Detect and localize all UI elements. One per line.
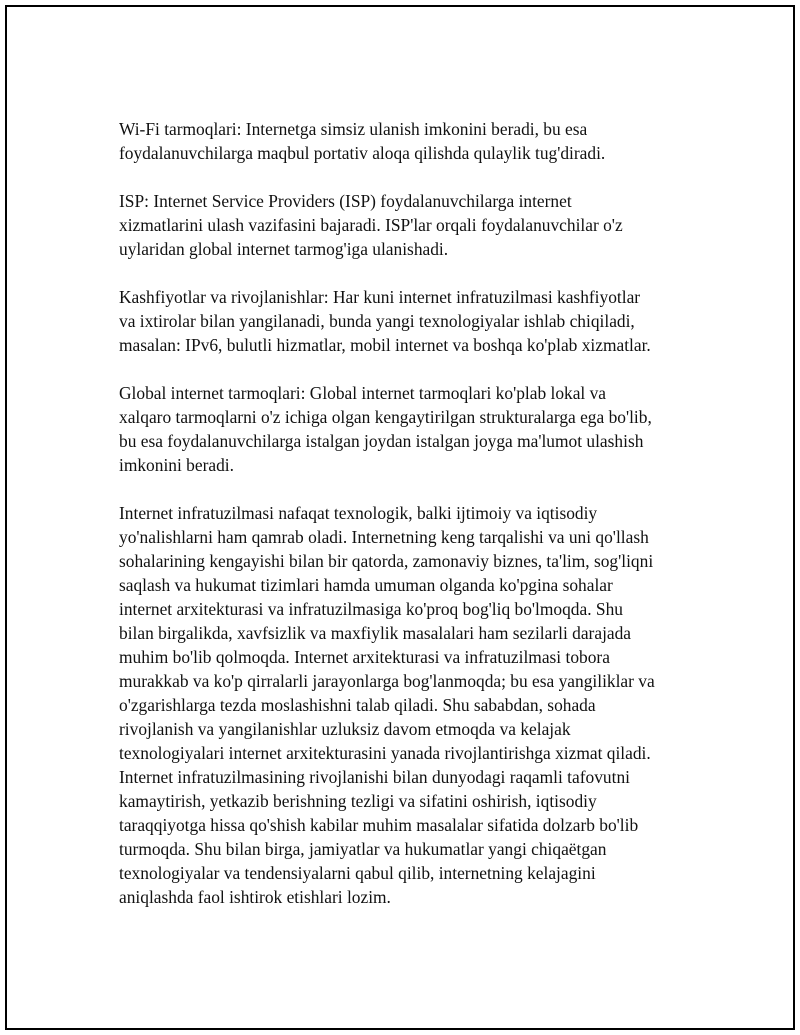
paragraph-isp: ISP: Internet Service Providers (ISP) foydalanuvchilarga internet xizmatlarini ulash vazifasini bajaradi. ISP'lar orqali foydalanuvchilar o'z uylaridan global internet tarmog'iga ulanishadi. [119, 191, 623, 259]
paragraph-discoveries: Kashfiyotlar va rivojlanishlar: Har kuni internet infratuzilmasi kashfiyotlar va ixtirolar bilan yangilanadi, bunda yangi texnologiyalar ishlab chiqiladi, masalan: IPv6, bulutli hizmatlar, mobil internet va boshqa ko'plab xizmatlar. [119, 287, 651, 355]
document-body [119, 117, 699, 909]
paragraph-global-networks: Global internet tarmoqlari: Global internet tarmoqlari ko'plab lokal va xalqaro tarmoqlarni o'z ichiga olgan kengaytirilgan strukturalarga ega bo'lib, bu esa foydalanuvchilarga istalgan joydan istalgan joyga ma'lumot ulashish imkonini beradi. [119, 383, 652, 475]
page-frame [5, 5, 795, 1030]
paragraph-infrastructure: Internet infratuzilmasi nafaqat texnologik, balki ijtimoiy va iqtisodiy yo'nalishlarni ham qamrab oladi. Internetning keng tarqalishi va uni qo'llash sohalarining kengayishi bilan bir qatorda, zamonaviy biznes, ta'lim, sog'liqni saqlash va hukumat tizimlari hamda umuman olganda ko'pgina sohalar internet arxitekturasi va infratuzilmasiga ko'proq bog'liq bo'lmoqda. Shu bilan birgalikda, xavfsizlik va maxfiylik masalalari ham sezilarli darajada muhim bo'lib qolmoqda. Internet arxitekturasi va infratuzilmasi tobora murakkab va ko'p qirralarli jarayonlarga bog'lanmoqda; bu esa yangiliklar va o'zgarishlarga tezda moslashishni talab qiladi. Shu sababdan, sohada rivojlanish va yangilanishlar uzluksiz davom etmoqda va kelajak texnologiyalari internet arxitekturasini yanada rivojlantirishga xizmat qiladi. Internet infratuzilmasining rivojlanishi bilan dunyodagi raqamli tafovutni kamaytirish, yetkazib berishning tezligi va sifatini oshirish, iqtisodiy taraqqiyotga hissa qo'shish kabilar muhim masalalar sifatida dolzarb bo'lib turmoqda. Shu bilan birga, jamiyatlar va hukumatlar yangi chiqaëtgan texnologiyalar va tendensiyalarni qabul qilib, internetning kelajagini aniqlashda faol ishtirok etishlari lozim. [119, 503, 655, 907]
paragraph-wifi: Wi-Fi tarmoqlari: Internetga simsiz ulanish imkonini beradi, bu esa foydalanuvchilarga maqbul portativ aloqa qilishda qulaylik tug'diradi. [119, 119, 606, 163]
